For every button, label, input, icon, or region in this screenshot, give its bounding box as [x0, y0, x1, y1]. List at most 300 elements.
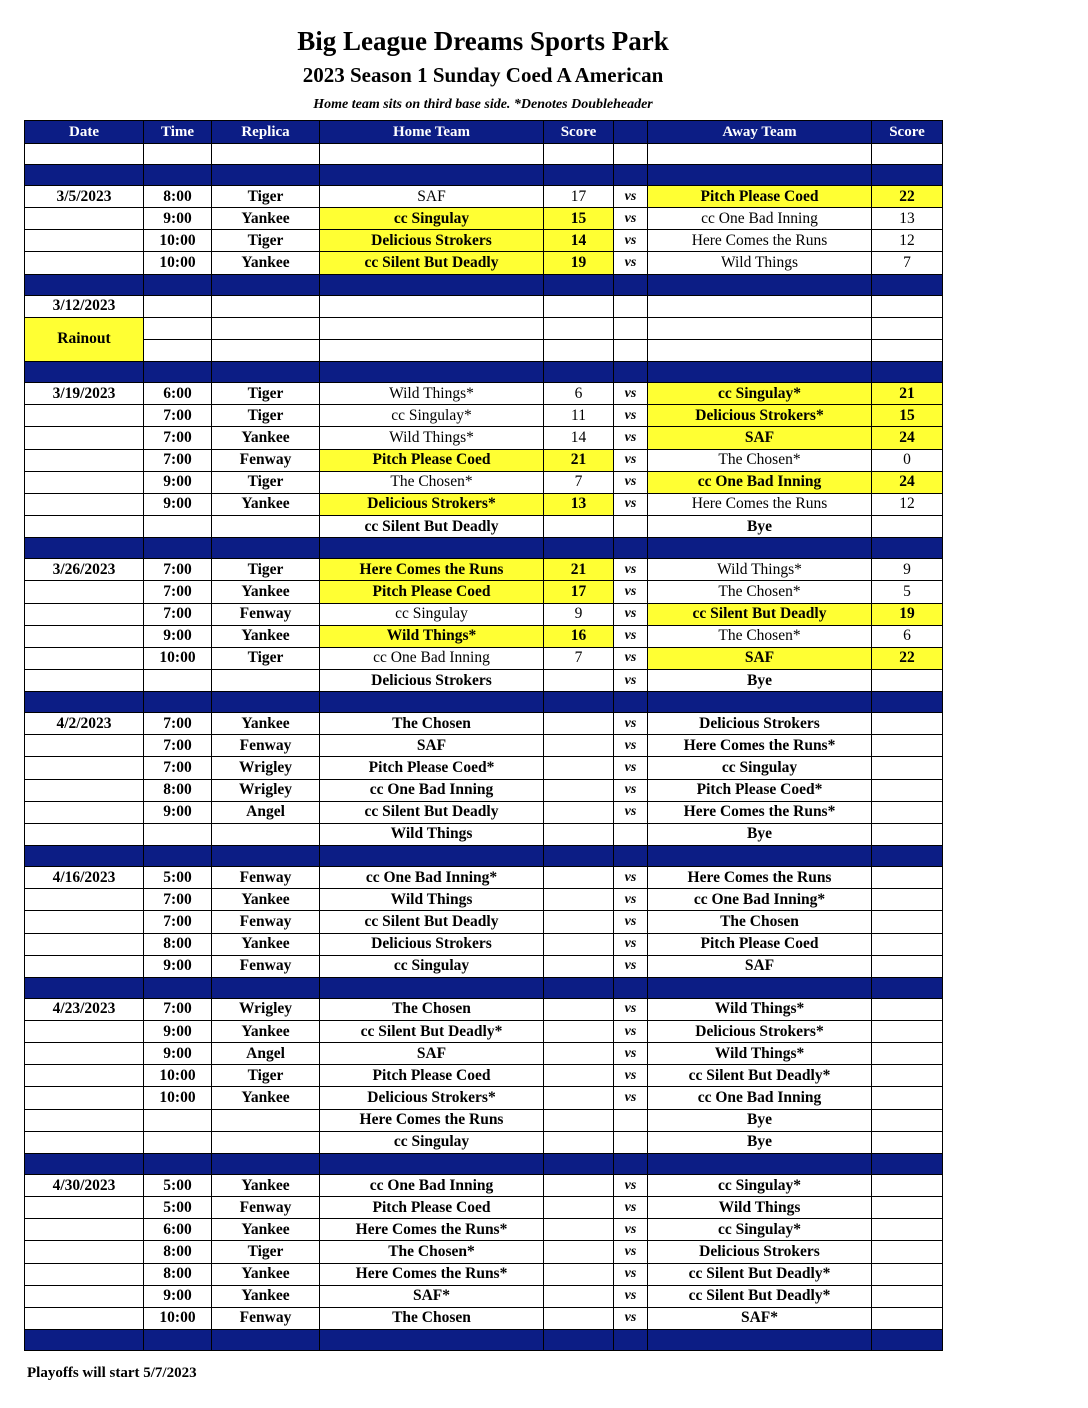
separator-cell: [25, 362, 144, 383]
game-field: Yankee: [212, 1219, 320, 1241]
home-team: Here Comes the Runs*: [320, 1219, 544, 1241]
separator-cell: [144, 362, 212, 383]
away-score: 12: [872, 493, 943, 515]
away-team: cc One Bad Inning: [648, 1087, 872, 1109]
date-cell: [25, 1065, 144, 1087]
game-date: 4/30/2023: [25, 1174, 144, 1196]
game-field: Yankee: [212, 208, 320, 230]
separator-cell: [648, 165, 872, 186]
game-time: [144, 295, 212, 317]
empty-cell: [872, 144, 943, 165]
away-team: Bye: [648, 1131, 872, 1153]
away-score: 7: [872, 252, 943, 274]
game-field: Angel: [212, 1043, 320, 1065]
game-row: [25, 998, 943, 1020]
away-team: Wild Things*: [648, 998, 872, 1020]
game-row: [25, 339, 943, 361]
home-score: 9: [544, 603, 614, 625]
away-team: The Chosen*: [648, 581, 872, 603]
game-time: 8:00: [144, 186, 212, 208]
home-team: Wild Things*: [320, 625, 544, 647]
home-team: Pitch Please Coed: [320, 1197, 544, 1219]
game-field: Yankee: [212, 1087, 320, 1109]
date-cell: [25, 230, 144, 252]
date-cell: [25, 889, 144, 911]
game-field: Yankee: [212, 625, 320, 647]
home-score: 14: [544, 427, 614, 449]
away-team: Here Comes the Runs*: [648, 801, 872, 823]
vs-label: vs: [614, 1043, 648, 1065]
game-time: [144, 1131, 212, 1153]
game-row: [25, 405, 943, 427]
date-cell: [25, 1043, 144, 1065]
game-time: 7:00: [144, 998, 212, 1020]
game-field: Fenway: [212, 735, 320, 757]
separator-cell: [544, 362, 614, 383]
game-time: 10:00: [144, 1065, 212, 1087]
date-cell: [25, 933, 144, 955]
away-score: [872, 823, 943, 845]
game-row: [25, 208, 943, 230]
game-field: [212, 317, 320, 339]
separator-cell: [648, 1330, 872, 1351]
vs-label: [614, 339, 648, 361]
away-score: [872, 998, 943, 1020]
separator-cell: [144, 274, 212, 295]
home-score: 21: [544, 559, 614, 581]
away-score: [872, 1197, 943, 1219]
date-cell: [25, 1285, 144, 1307]
home-team: Pitch Please Coed: [320, 581, 544, 603]
separator-cell: [872, 538, 943, 559]
vs-label: vs: [614, 1285, 648, 1307]
game-field: [212, 823, 320, 845]
home-score: [544, 295, 614, 317]
vs-label: vs: [614, 427, 648, 449]
game-field: Yankee: [212, 889, 320, 911]
home-score: [544, 1241, 614, 1263]
home-score: 7: [544, 647, 614, 669]
game-field: Yankee: [212, 493, 320, 515]
game-time: 9:00: [144, 1021, 212, 1043]
date-cell: [25, 493, 144, 515]
home-score: [544, 1197, 614, 1219]
game-row: [25, 493, 943, 515]
date-cell: [25, 1241, 144, 1263]
away-score: [872, 889, 943, 911]
game-row: [25, 581, 943, 603]
schedule-table: [24, 120, 943, 1351]
home-team: cc One Bad Inning*: [320, 867, 544, 889]
vs-label: vs: [614, 889, 648, 911]
away-team: cc Singulay*: [648, 1219, 872, 1241]
game-row: [25, 889, 943, 911]
home-team: cc One Bad Inning: [320, 1174, 544, 1196]
vs-label: [614, 295, 648, 317]
game-row: [25, 603, 943, 625]
game-time: [144, 339, 212, 361]
home-team: Delicious Strokers*: [320, 493, 544, 515]
game-row: [25, 295, 943, 317]
home-score: [544, 1087, 614, 1109]
home-team: The Chosen: [320, 998, 544, 1020]
game-time: 9:00: [144, 1285, 212, 1307]
vs-label: vs: [614, 1241, 648, 1263]
separator-cell: [25, 977, 144, 998]
home-score: [544, 933, 614, 955]
home-score: [544, 911, 614, 933]
vs-label: vs: [614, 1174, 648, 1196]
game-row: [25, 1197, 943, 1219]
game-time: 9:00: [144, 801, 212, 823]
home-team: cc Silent But Deadly: [320, 252, 544, 274]
away-score: [872, 1109, 943, 1131]
game-field: [212, 516, 320, 538]
vs-label: vs: [614, 559, 648, 581]
game-time: 5:00: [144, 1197, 212, 1219]
away-score: [872, 295, 943, 317]
away-team: cc Silent But Deadly*: [648, 1065, 872, 1087]
game-time: 9:00: [144, 471, 212, 493]
home-team: [320, 339, 544, 361]
empty-cell: [144, 144, 212, 165]
date-cell: [25, 625, 144, 647]
home-score: [544, 317, 614, 339]
game-field: Tiger: [212, 471, 320, 493]
away-team: SAF*: [648, 1307, 872, 1329]
home-team: The Chosen: [320, 1307, 544, 1329]
home-team: SAF: [320, 735, 544, 757]
separator-cell: [872, 692, 943, 713]
away-score: [872, 867, 943, 889]
away-score: 19: [872, 603, 943, 625]
game-row: [25, 1131, 943, 1153]
away-score: 13: [872, 208, 943, 230]
separator-cell: [614, 165, 648, 186]
home-team: cc One Bad Inning: [320, 647, 544, 669]
away-score: [872, 1285, 943, 1307]
week-separator: [25, 692, 943, 713]
home-team: Delicious Strokers*: [320, 1087, 544, 1109]
away-team: Delicious Strokers: [648, 1241, 872, 1263]
home-team: Delicious Strokers: [320, 933, 544, 955]
away-team: SAF: [648, 427, 872, 449]
home-team: cc Silent But Deadly: [320, 911, 544, 933]
home-team: cc One Bad Inning: [320, 779, 544, 801]
away-team: [648, 295, 872, 317]
away-team: cc Singulay: [648, 757, 872, 779]
date-cell: [25, 449, 144, 471]
separator-cell: [144, 165, 212, 186]
game-time: 10:00: [144, 647, 212, 669]
empty-cell: [212, 144, 320, 165]
date-cell: [25, 252, 144, 274]
game-date: 3/19/2023: [25, 383, 144, 405]
away-team: Delicious Strokers: [648, 713, 872, 735]
game-time: 7:00: [144, 449, 212, 471]
header-home-team: Home Team: [320, 121, 544, 144]
game-time: 7:00: [144, 427, 212, 449]
date-cell: [25, 1263, 144, 1285]
home-score: [544, 867, 614, 889]
vs-label: vs: [614, 405, 648, 427]
separator-cell: [614, 1153, 648, 1174]
away-score: [872, 339, 943, 361]
game-field: Fenway: [212, 955, 320, 977]
game-field: [212, 1109, 320, 1131]
vs-label: vs: [614, 186, 648, 208]
away-score: 12: [872, 230, 943, 252]
away-team: SAF: [648, 955, 872, 977]
game-field: Yankee: [212, 1285, 320, 1307]
away-team: [648, 317, 872, 339]
game-time: 6:00: [144, 383, 212, 405]
home-score: 21: [544, 449, 614, 471]
game-row: [25, 1043, 943, 1065]
separator-cell: [25, 538, 144, 559]
game-time: [144, 823, 212, 845]
separator-cell: [872, 977, 943, 998]
game-date: 3/12/2023: [25, 295, 144, 317]
empty-cell: [320, 144, 544, 165]
away-score: 22: [872, 186, 943, 208]
away-score: 22: [872, 647, 943, 669]
away-team: Bye: [648, 669, 872, 691]
game-field: Tiger: [212, 1065, 320, 1087]
game-time: [144, 317, 212, 339]
game-row: [25, 1219, 943, 1241]
vs-label: [614, 823, 648, 845]
away-score: 9: [872, 559, 943, 581]
game-row: [25, 383, 943, 405]
game-row: [25, 955, 943, 977]
away-team: Wild Things: [648, 252, 872, 274]
game-field: [212, 295, 320, 317]
week-separator: [25, 1153, 943, 1174]
home-score: [544, 1219, 614, 1241]
date-cell: [25, 911, 144, 933]
home-team: [320, 295, 544, 317]
vs-label: [614, 1131, 648, 1153]
game-row: [25, 801, 943, 823]
home-team: cc Singulay*: [320, 405, 544, 427]
game-row: [25, 823, 943, 845]
separator-cell: [872, 846, 943, 867]
separator-cell: [144, 538, 212, 559]
week-separator: [25, 1330, 943, 1351]
game-row: [25, 427, 943, 449]
separator-cell: [614, 692, 648, 713]
rainout-label: Rainout: [25, 317, 144, 361]
away-score: [872, 516, 943, 538]
away-team: cc One Bad Inning: [648, 471, 872, 493]
game-row: [25, 559, 943, 581]
game-time: 10:00: [144, 1087, 212, 1109]
away-team: cc Singulay*: [648, 383, 872, 405]
separator-cell: [872, 165, 943, 186]
separator-cell: [320, 538, 544, 559]
game-field: Fenway: [212, 449, 320, 471]
game-time: 7:00: [144, 735, 212, 757]
away-score: [872, 933, 943, 955]
game-field: Yankee: [212, 581, 320, 603]
away-team: The Chosen*: [648, 625, 872, 647]
date-cell: [25, 1087, 144, 1109]
away-team: cc Silent But Deadly*: [648, 1285, 872, 1307]
home-score: 7: [544, 471, 614, 493]
vs-label: vs: [614, 1021, 648, 1043]
away-team: Wild Things*: [648, 559, 872, 581]
date-cell: [25, 427, 144, 449]
away-team: Delicious Strokers*: [648, 1021, 872, 1043]
vs-label: vs: [614, 955, 648, 977]
game-field: Wrigley: [212, 757, 320, 779]
game-field: Fenway: [212, 867, 320, 889]
game-time: 8:00: [144, 1241, 212, 1263]
separator-cell: [212, 165, 320, 186]
game-field: Tiger: [212, 647, 320, 669]
game-row: [25, 1109, 943, 1131]
away-score: 5: [872, 581, 943, 603]
game-row: [25, 735, 943, 757]
away-score: [872, 669, 943, 691]
game-row: [25, 1285, 943, 1307]
game-date: 3/26/2023: [25, 559, 144, 581]
separator-cell: [614, 362, 648, 383]
game-time: 9:00: [144, 493, 212, 515]
away-team: [648, 339, 872, 361]
vs-label: vs: [614, 493, 648, 515]
separator-cell: [320, 846, 544, 867]
game-row: [25, 449, 943, 471]
separator-cell: [614, 977, 648, 998]
game-time: [144, 1109, 212, 1131]
vs-label: vs: [614, 603, 648, 625]
vs-label: vs: [614, 581, 648, 603]
game-field: Yankee: [212, 933, 320, 955]
home-score: [544, 1021, 614, 1043]
separator-cell: [25, 165, 144, 186]
away-score: 0: [872, 449, 943, 471]
away-score: [872, 1174, 943, 1196]
away-score: [872, 317, 943, 339]
game-field: Fenway: [212, 911, 320, 933]
game-row: [25, 516, 943, 538]
separator-cell: [320, 165, 544, 186]
away-score: [872, 735, 943, 757]
game-row: [25, 647, 943, 669]
game-field: Fenway: [212, 1307, 320, 1329]
game-field: Tiger: [212, 559, 320, 581]
vs-label: vs: [614, 230, 648, 252]
game-time: 7:00: [144, 911, 212, 933]
vs-label: [614, 516, 648, 538]
separator-cell: [648, 977, 872, 998]
date-cell: [25, 1197, 144, 1219]
separator-cell: [25, 692, 144, 713]
home-team: SAF: [320, 1043, 544, 1065]
home-team: SAF*: [320, 1285, 544, 1307]
home-team: [320, 317, 544, 339]
game-time: 9:00: [144, 208, 212, 230]
away-score: [872, 1065, 943, 1087]
home-team: cc Silent But Deadly: [320, 516, 544, 538]
home-score: [544, 998, 614, 1020]
home-team: Wild Things: [320, 889, 544, 911]
separator-cell: [648, 692, 872, 713]
vs-label: vs: [614, 1307, 648, 1329]
separator-cell: [872, 1153, 943, 1174]
away-score: [872, 1263, 943, 1285]
away-team: Pitch Please Coed: [648, 933, 872, 955]
away-team: The Chosen: [648, 911, 872, 933]
game-row: [25, 669, 943, 691]
date-cell: [25, 1109, 144, 1131]
vs-label: vs: [614, 757, 648, 779]
away-team: SAF: [648, 647, 872, 669]
week-separator: [25, 538, 943, 559]
date-cell: [25, 669, 144, 691]
home-team: The Chosen*: [320, 471, 544, 493]
vs-label: vs: [614, 1263, 648, 1285]
separator-cell: [212, 692, 320, 713]
vs-label: vs: [614, 1197, 648, 1219]
game-time: 9:00: [144, 625, 212, 647]
away-team: Bye: [648, 823, 872, 845]
away-team: Here Comes the Runs*: [648, 735, 872, 757]
header-home-score: Score: [544, 121, 614, 144]
separator-cell: [212, 538, 320, 559]
away-team: Here Comes the Runs: [648, 493, 872, 515]
home-team: cc Singulay: [320, 603, 544, 625]
vs-label: vs: [614, 998, 648, 1020]
vs-label: vs: [614, 1219, 648, 1241]
game-field: Yankee: [212, 427, 320, 449]
separator-cell: [614, 846, 648, 867]
separator-cell: [872, 274, 943, 295]
vs-label: vs: [614, 933, 648, 955]
away-team: cc Silent But Deadly: [648, 603, 872, 625]
separator-cell: [648, 846, 872, 867]
game-row: [25, 471, 943, 493]
away-score: 24: [872, 427, 943, 449]
vs-label: vs: [614, 449, 648, 471]
home-score: 13: [544, 493, 614, 515]
home-team: The Chosen: [320, 713, 544, 735]
home-score: 14: [544, 230, 614, 252]
vs-label: vs: [614, 647, 648, 669]
home-score: [544, 823, 614, 845]
home-score: [544, 1285, 614, 1307]
game-time: 7:00: [144, 889, 212, 911]
date-cell: [25, 1307, 144, 1329]
game-row: [25, 186, 943, 208]
away-team: Bye: [648, 516, 872, 538]
game-row: [25, 867, 943, 889]
away-score: [872, 801, 943, 823]
home-score: 16: [544, 625, 614, 647]
game-time: 7:00: [144, 405, 212, 427]
game-time: 10:00: [144, 252, 212, 274]
home-score: [544, 955, 614, 977]
home-score: [544, 779, 614, 801]
vs-label: vs: [614, 779, 648, 801]
away-team: Here Comes the Runs: [648, 867, 872, 889]
separator-cell: [25, 1153, 144, 1174]
game-row: [25, 1174, 943, 1196]
game-field: [212, 1131, 320, 1153]
header-away-score: Score: [872, 121, 943, 144]
